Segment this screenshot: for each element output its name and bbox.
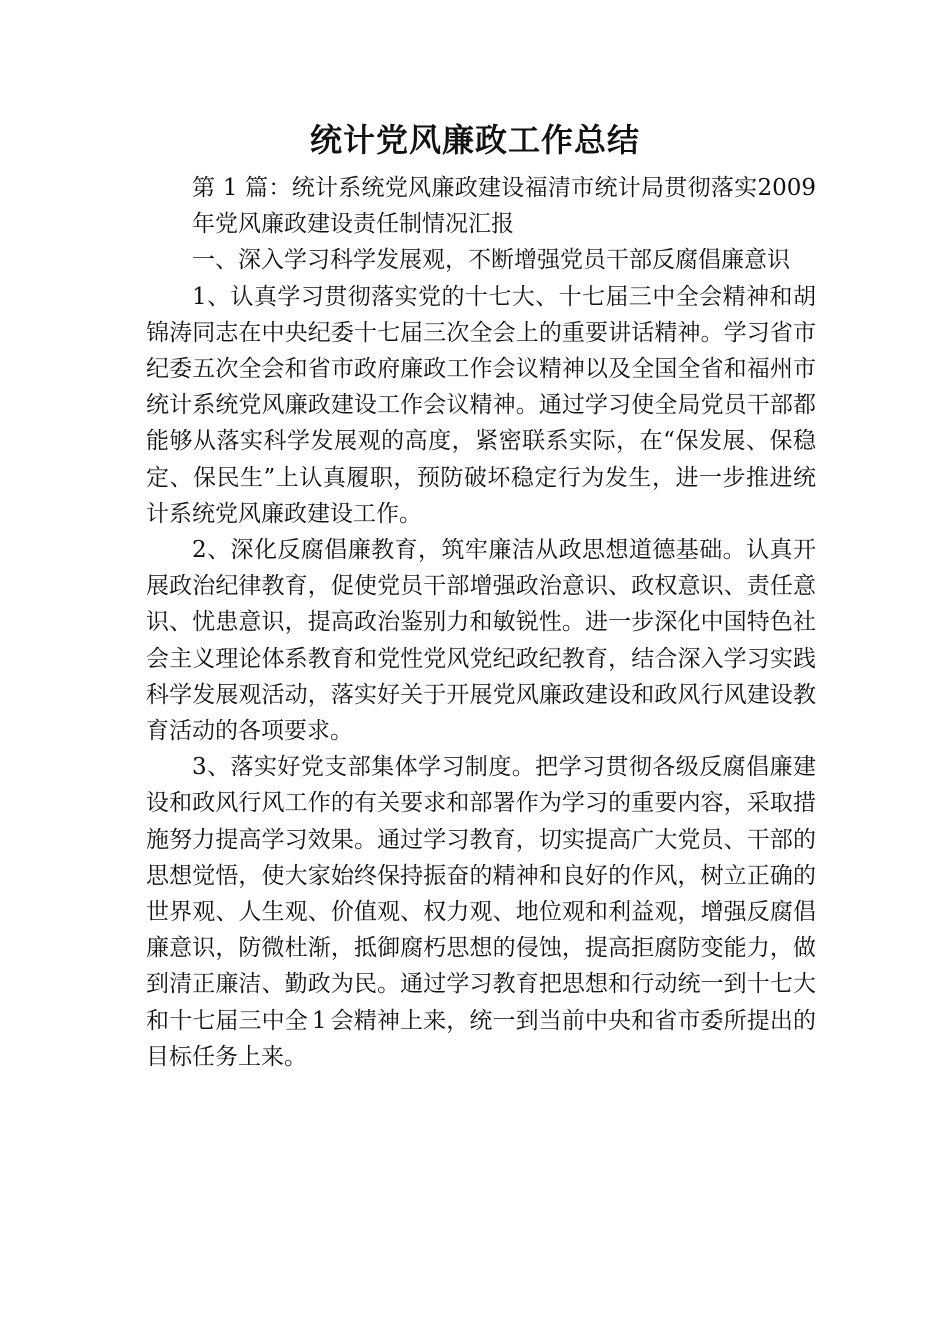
- document-title: 统计党风廉政工作总结: [309, 121, 640, 159]
- paragraph-3-text-end: 会精神上来，统一到当前中央和省市委所提出的目标任务上来。: [146, 1007, 817, 1070]
- section-heading: 一、深入学习科学发展观，不断增强党员干部反腐倡廉意识: [192, 247, 790, 274]
- document-subtitle: 第 1 篇：统计系统党风廉政建设福清市统计局贯彻落实2009 年党风廉政建设责任制情况汇报: [192, 175, 816, 238]
- paragraph-2: 2、深化反腐倡廉教育，筑牢廉洁从政思想道德基础。认真开展政治纪律教育，促使党员干部增强政治意识、政权意识、责任意识、忧患意识，提高政治鉴别力和敏锐性。进一步深化中国特色社会主义理论体系教育和党性党风党纪政纪教育，结合深入学习实践科学发展观活动，落实好关于开展党风廉政建设和政风行风建设教育活动的各项要求。: [146, 537, 816, 745]
- paragraph-3-text-start: 3、落实好党支部集体学习制度。把学习贯彻各级反腐倡廉建设和政风行风工作的有关要求和部署作为学习的重要内容，采取措施努力提高学习效果。通过学习教育，切实提高广大党员、干部的思想觉悟，使大家始终保持振奋的精神和良好的作风，树立正确的世界观、人生观、价值观、权力观、地位观和利益观，增强反腐倡廉意识，防微杜渐，抵御腐朽思想的侵蚀，提高拒腐防变能力，做到清正廉洁、勤政为民。通过学习教育把思想和行动统一到十七大和十七届三中全: [146, 754, 816, 1034]
- paragraph-1: 1、认真学习贯彻落实党的十七大、十七届三中全会精神和胡锦涛同志在中央纪委十七届三次全会上的重要讲话精神。学习省市纪委五次全会和省市政府廉政工作会议精神以及全国全省和福州市统计系统党风廉政建设工作会议精神。通过学习使全局党员干部都能够从落实科学发展观的高度，紧密联系实际，在“保发展、保稳定、保民生”上认真履职，预防破坏稳定行为发生，进一步推进统计系统党风廉政建设工作。: [146, 283, 816, 527]
- page-number: 1: [311, 1007, 327, 1034]
- paragraph-3: [146, 749, 816, 1075]
- document-body: [146, 170, 816, 1075]
